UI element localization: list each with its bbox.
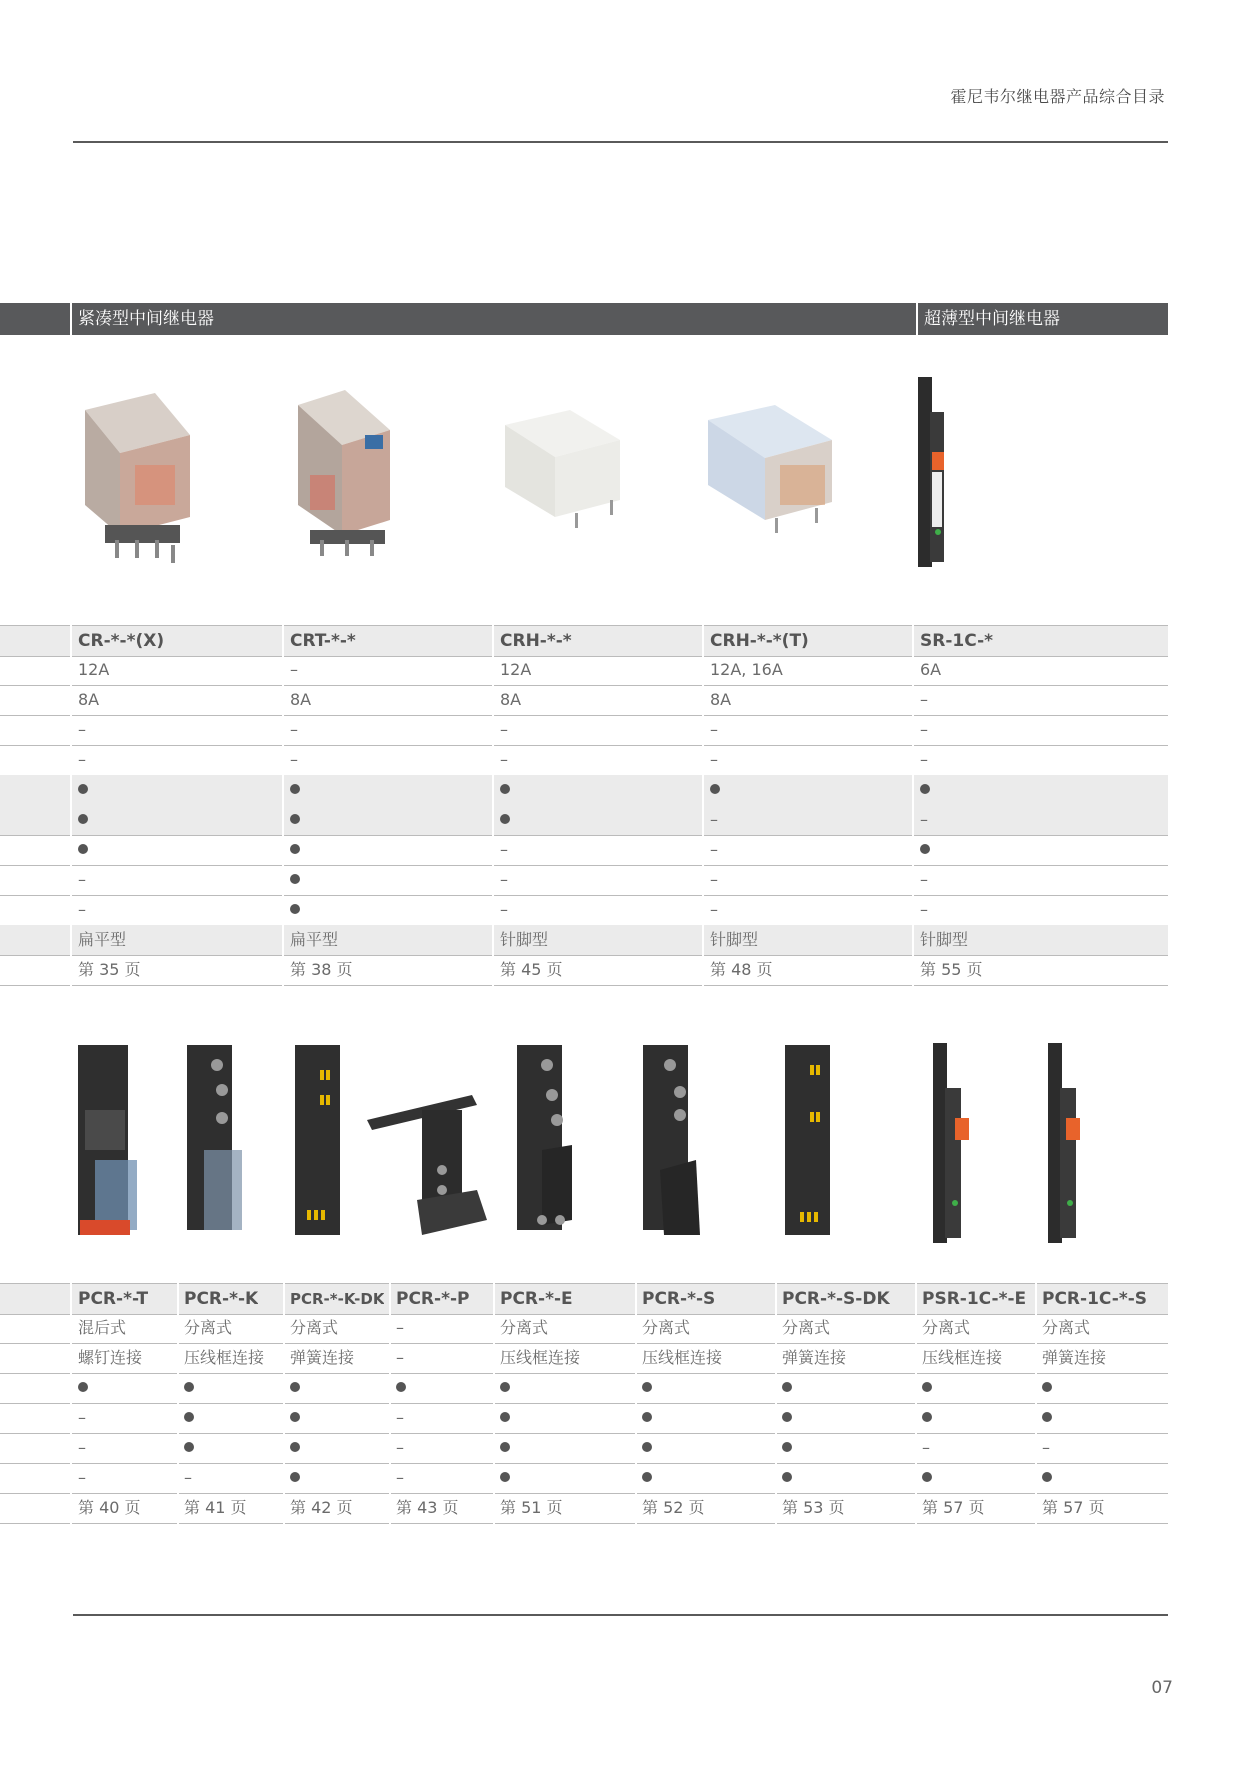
page-number: 07 [1151,1678,1173,1698]
cell: – [78,750,86,769]
socket-psr-1c-e-photo [925,1038,985,1248]
filled-dot-icon [290,814,300,824]
filled-dot-icon [642,1442,652,1452]
cell: – [396,1318,404,1337]
cell [1042,1373,1052,1403]
cell: – [78,1438,86,1457]
cell: – [710,900,718,919]
col-separator [283,1283,285,1524]
table-row [0,745,1168,776]
model-pcr-e: PCR-*-E [500,1289,573,1309]
cell: – [710,870,718,889]
filled-dot-icon [290,784,300,794]
filled-dot-icon [1042,1472,1052,1482]
table-row [0,955,1168,986]
table-row [0,1403,1168,1434]
table-row [0,1463,1168,1494]
cell: 针脚型 [920,930,969,949]
cell: 第 40 页 [78,1498,141,1517]
filled-dot-icon [78,844,88,854]
cell [78,775,88,805]
filled-dot-icon [290,904,300,914]
filled-dot-icon [922,1412,932,1422]
filled-dot-icon [290,1472,300,1482]
cell: 压线框连接 [922,1348,1003,1367]
filled-dot-icon [290,1382,300,1392]
cell: – [500,900,508,919]
filled-dot-icon [396,1382,406,1392]
cell: 螺钉连接 [78,1348,143,1367]
cell [290,805,300,835]
cell [500,805,510,835]
cell: 压线框连接 [184,1348,265,1367]
filled-dot-icon [782,1382,792,1392]
cell: 12A [78,660,110,679]
cell: 分离式 [922,1318,971,1337]
filled-dot-icon [290,844,300,854]
cell: – [710,720,718,739]
cell: 8A [290,690,312,709]
cell: 弹簧连接 [290,1348,355,1367]
model-pcr-s: PCR-*-S [642,1289,716,1309]
filled-dot-icon [782,1412,792,1422]
cell [290,775,300,805]
col-separator [282,625,284,986]
model-psr-1c-e: PSR-1C-*-E [922,1289,1027,1309]
cell [920,835,930,865]
cell [290,1373,300,1403]
cell: 针脚型 [710,930,759,949]
cell: – [290,720,298,739]
filled-dot-icon [184,1382,194,1392]
model-pcr-k: PCR-*-K [184,1289,259,1309]
filled-dot-icon [920,844,930,854]
cell: – [710,810,718,829]
cell [290,1433,300,1463]
col-separator [493,1283,495,1524]
filled-dot-icon [642,1412,652,1422]
model-pcr-1c-s: PCR-1C-*-S [1042,1289,1148,1309]
table-row [0,1373,1168,1404]
filled-dot-icon [1042,1412,1052,1422]
filled-dot-icon [78,814,88,824]
table-row [0,1343,1168,1374]
cell: 分离式 [642,1318,691,1337]
cell: 第 52 页 [642,1498,705,1517]
cell: 6A [920,660,942,679]
cell: – [78,900,86,919]
filled-dot-icon [78,1382,88,1392]
header-rule [73,141,1168,143]
cell: 第 35 页 [78,960,141,979]
cell: – [78,1468,86,1487]
cell [290,895,300,925]
table-row [0,715,1168,746]
cell: – [500,720,508,739]
cell: – [920,900,928,919]
cell [642,1463,652,1493]
cell: – [920,870,928,889]
cell [500,1463,510,1493]
cell: 分离式 [782,1318,831,1337]
col-separator [389,1283,391,1524]
col-separator [70,1283,72,1524]
model-cr: CR-*-*(X) [78,631,165,651]
cell [78,1373,88,1403]
model-pcr-p: PCR-*-P [396,1289,470,1309]
cell: – [78,870,86,889]
cell: 第 43 页 [396,1498,459,1517]
cell: – [500,870,508,889]
filled-dot-icon [500,1382,510,1392]
cell: – [922,1438,930,1457]
table-row [0,925,1168,956]
cell: – [396,1438,404,1457]
cell: 扁平型 [78,930,127,949]
filled-dot-icon [500,1442,510,1452]
cell: – [396,1408,404,1427]
cell [78,805,88,835]
cell: – [920,810,928,829]
cell: 分离式 [184,1318,233,1337]
cell: 分离式 [1042,1318,1091,1337]
cell: 第 42 页 [290,1498,353,1517]
band-compact-relays: 紧凑型中间继电器 [72,303,916,335]
cell [184,1403,194,1433]
cell: 弹簧连接 [782,1348,847,1367]
cell: – [396,1468,404,1487]
filled-dot-icon [782,1472,792,1482]
filled-dot-icon [642,1382,652,1392]
model-pcr-t: PCR-*-T [78,1289,149,1309]
cell: 分离式 [500,1318,549,1337]
filled-dot-icon [500,814,510,824]
cell: 弹簧连接 [1042,1348,1107,1367]
cell [500,1373,510,1403]
filled-dot-icon [782,1442,792,1452]
cell [290,835,300,865]
cell: – [290,660,298,679]
cell [920,775,930,805]
cell [642,1433,652,1463]
relay-crh-photo [500,405,625,550]
model-pcr-s-dk: PCR-*-S-DK [782,1289,890,1309]
cell [184,1433,194,1463]
col-separator [635,1283,637,1524]
filled-dot-icon [184,1442,194,1452]
cell [642,1403,652,1433]
table-row [0,775,1168,806]
cell: 第 48 页 [710,960,773,979]
cell [710,775,720,805]
cell [290,865,300,895]
socket-pcr-p-photo [362,1090,492,1240]
table-row [0,835,1168,866]
table-row [0,865,1168,896]
col-separator [912,625,914,986]
cell: 分离式 [290,1318,339,1337]
table-row [0,1313,1168,1344]
filled-dot-icon [500,1472,510,1482]
filled-dot-icon [78,784,88,794]
cell: – [1042,1438,1050,1457]
filled-dot-icon [500,1412,510,1422]
col-separator [70,625,72,986]
table-row [0,895,1168,926]
cell [500,1403,510,1433]
filled-dot-icon [642,1472,652,1482]
filled-dot-icon [920,784,930,794]
filled-dot-icon [1042,1382,1052,1392]
cell [1042,1403,1052,1433]
cell: 针脚型 [500,930,549,949]
table-row [0,805,1168,836]
band-left-stub [0,303,70,335]
cell: – [920,690,928,709]
cell: – [184,1468,192,1487]
socket-pcr-1c-s-photo [1040,1038,1090,1248]
col-separator [492,625,494,986]
relay-cr-photo [75,385,200,575]
band-slim-relays: 超薄型中间继电器 [918,303,1168,335]
cell: 第 51 页 [500,1498,563,1517]
cell [642,1373,652,1403]
cell: – [290,750,298,769]
cell [396,1373,406,1403]
cell: 8A [78,690,100,709]
cell [782,1373,792,1403]
table-row [0,1493,1168,1524]
col-separator [775,1283,777,1524]
cell [78,835,88,865]
table-row [0,625,1168,657]
cell [184,1373,194,1403]
col-separator [702,625,704,986]
table-row [0,685,1168,716]
catalog-title: 霍尼韦尔继电器产品综合目录 [950,87,1165,106]
filled-dot-icon [710,784,720,794]
cell: 第 57 页 [922,1498,985,1517]
filled-dot-icon [290,1412,300,1422]
cell [500,775,510,805]
filled-dot-icon [500,784,510,794]
cell [782,1463,792,1493]
cell: 8A [710,690,732,709]
model-sr: SR-1C-* [920,631,994,651]
table-row [0,655,1168,686]
cell: – [710,840,718,859]
col-separator [915,1283,917,1524]
cell [1042,1463,1052,1493]
socket-pcr-e-photo [512,1040,582,1240]
cell: – [500,840,508,859]
relay-crt-photo [290,385,400,570]
cell [290,1403,300,1433]
cell: 压线框连接 [500,1348,581,1367]
model-pcr-k-dk: PCR-*-K-DK [290,1290,385,1308]
cell: – [920,750,928,769]
table-row [0,1433,1168,1464]
cell: – [710,750,718,769]
socket-pcr-t-photo [75,1040,145,1240]
cell [922,1373,932,1403]
footer-rule [73,1614,1168,1616]
cell: 第 41 页 [184,1498,247,1517]
filled-dot-icon [290,1442,300,1452]
cell: 第 57 页 [1042,1498,1105,1517]
cell: 12A [500,660,532,679]
socket-pcr-s-photo [638,1040,708,1240]
cell: 第 38 页 [290,960,353,979]
model-crh: CRH-*-* [500,631,572,651]
cell [922,1403,932,1433]
cell: 第 55 页 [920,960,983,979]
cell [782,1403,792,1433]
table-row [0,1283,1168,1315]
filled-dot-icon [184,1412,194,1422]
socket-pcr-s-dk-photo [780,1040,840,1240]
socket-pcr-k-dk-photo [292,1040,352,1240]
cell: – [500,750,508,769]
cell: 第 53 页 [782,1498,845,1517]
cell: 12A, 16A [710,660,783,679]
relay-crh-t-photo [700,400,840,550]
cell: 8A [500,690,522,709]
relay-sr-photo [908,372,958,572]
cell: – [78,720,86,739]
filled-dot-icon [922,1472,932,1482]
cell: – [920,720,928,739]
cell [290,1463,300,1493]
cell: 混后式 [78,1318,127,1337]
cell: 第 45 页 [500,960,563,979]
cell: – [396,1348,404,1367]
model-crh-t: CRH-*-*(T) [710,631,809,651]
cell [922,1463,932,1493]
cell: 压线框连接 [642,1348,723,1367]
model-crt: CRT-*-* [290,631,356,651]
cell: – [78,1408,86,1427]
filled-dot-icon [290,874,300,884]
col-separator [177,1283,179,1524]
cell: 扁平型 [290,930,339,949]
col-separator [1035,1283,1037,1524]
cell [500,1433,510,1463]
cell [782,1433,792,1463]
socket-pcr-k-photo [182,1040,252,1235]
filled-dot-icon [922,1382,932,1392]
